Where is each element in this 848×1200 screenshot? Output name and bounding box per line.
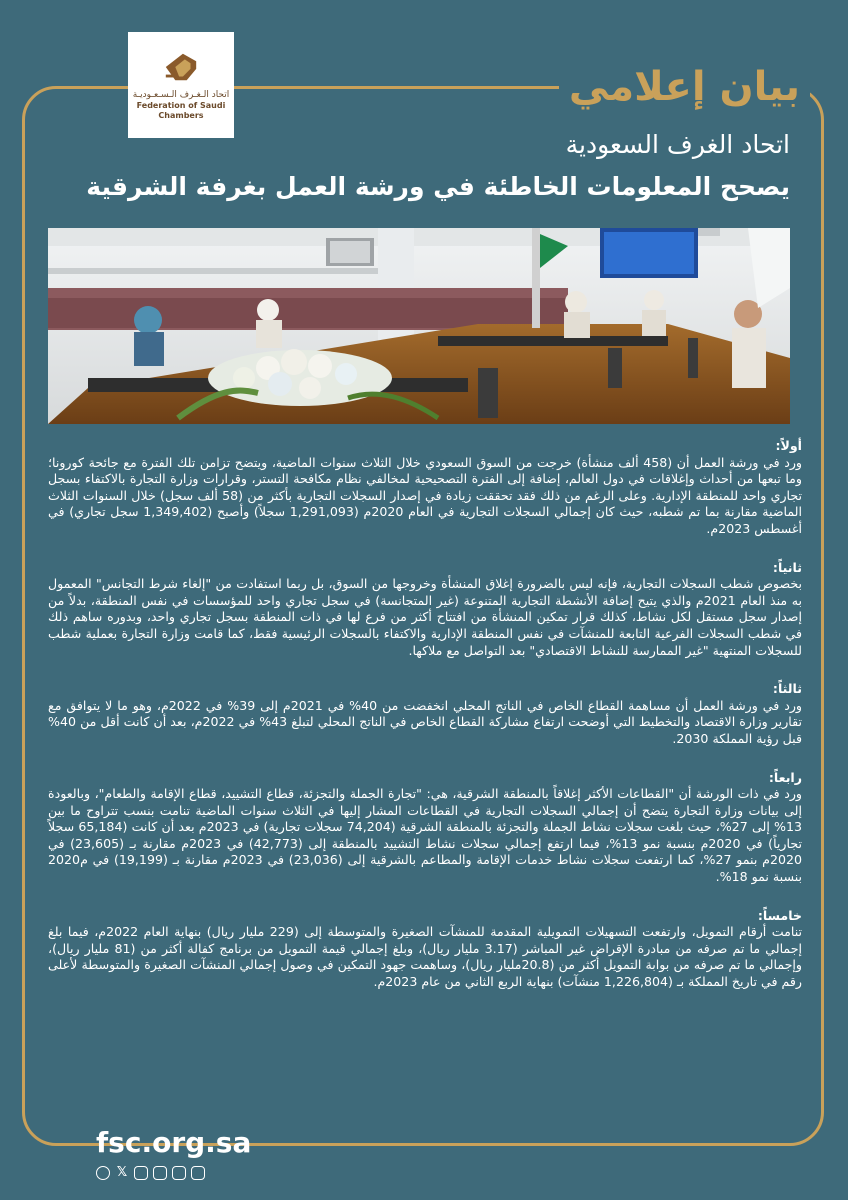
fsc-emblem-icon <box>162 48 200 86</box>
social-icons <box>96 1166 205 1180</box>
section-fifth <box>48 908 802 991</box>
x-icon[interactable]: 𝕏 <box>116 1165 128 1180</box>
section-title: ثالثاً: <box>772 681 802 697</box>
section-third <box>48 681 802 747</box>
section-title: خامساً: <box>757 907 802 923</box>
section-title: رابعاً: <box>768 769 802 785</box>
snapchat-icon[interactable] <box>172 1166 186 1180</box>
section-text: ورد في ورشة العمل أن مساهمة القطاع الخاص في الناتج المحلي انخفضت من 40% في 2021م إلى 39% في 2022م، وهو ما لا يتوافق مع تقارير وزارة الاقتصاد والتخطيط التي أوضحت ارتفاع مشاركة القطاع الخاص في الناتج المحلي لتبلغ 43% في 2022م، بعد أن كانت أقل من 40% قبل رؤية المملكة 2030. <box>48 697 802 746</box>
headline-organization: اتحاد الغرف السعودية <box>565 130 790 159</box>
instagram-icon[interactable] <box>134 1166 148 1180</box>
section-first <box>48 438 802 538</box>
section-title: أولاً: <box>775 438 802 453</box>
statement-body <box>48 438 802 1013</box>
section-text: ورد في ورشة العمل أن (458 ألف منشأة) خرجت من السوق السعودي خلال الثلاث سنوات الماضية، ويتضح تزامن تلك الفترة مع جائحة كورونا؛ وما تبعها من أحداث وإغلاقات في دول العالم، إضافة إلى الفترة التصحيحية لمخالفي نظام مكافحة التستر، وقرارات وزارة التجارة بالاكتفاء بسجل تجاري واحد للمنطقة الإدارية. وعلى الرغم من ذلك فقد تحققت زيادة في إصدار السجلات التجارية بأكثر من (58 ألف سجل) خلال السنوات الثلاث الماضية مقارنة بما تم شطبه، حيث كان إجمالي السجلات التجارية في العام 2020م (1,291,093 سجلاً) وأصبح (1,349,402 سجل تجاري) في أغسطس 2023م. <box>48 454 802 536</box>
logo-english-text: Federation of Saudi Chambers <box>136 101 226 120</box>
section-fourth <box>48 770 802 886</box>
press-release-title: بيان إعلامي <box>559 58 810 116</box>
section-text: تنامت أرقام التمويل، وارتفعت التسهيلات التمويلية المقدمة للمنشآت الصغيرة والمتوسطة إلى (229 مليار ريال) بنهاية العام 2022م، فيما بلغ إجمالي ما تم صرفه من مبادرة الإقراض غير المباشر (3.17 مليار ريال)، وبلغ إجمالي قيمة التمويل من برنامج كفالة أكثر من (81 مليار ريال)، وإجمالي ما تم صرفه من بوابة التمويل أكثر من (20.8مليار ريال)، وساهمت جهود التمكين في وصول إجمالي المنشآت الصغيرة والمتوسطة لأعلى رقم في تاريخ المملكة بـ (1,226,804 منشآت) بنهاية الربع الثاني من عام 2023م. <box>48 924 802 990</box>
section-second <box>48 560 802 660</box>
section-title: ثانياً: <box>772 559 802 575</box>
fsc-logo <box>128 32 234 138</box>
logo-arabic-text: اتحاد الـغـرف الـسـعـوديـة <box>132 90 230 100</box>
linkedin-icon[interactable] <box>191 1166 205 1180</box>
headline-main: يصحح المعلومات الخاطئة في ورشة العمل بغرفة الشرقية <box>86 172 790 201</box>
section-text: ورد في ذات الورشة أن "القطاعات الأكثر إغلاقاً بالمنطقة الشرقية، هي: "تجارة الجملة والتجزئة، قطاع التشييد، قطاع الإقامة والطعام"، وبالعودة إلى بيانات وزارة التجارة يتضح أن إجمالي السجلات التجارية في القطاعات المشار إليها في الثلاث سنوات الماضية تنامت بنسب تتراوح ما بين 13% إلى 27%، حيث بلغت سجلات نشاط الجملة والتجزئة بالمنطقة الشرقية (74,204 سجلات تجارية) في 2023م بعد أن كانت (65,184 سجلاً تجارياً) في 2020م بنسبة نمو 13%، فيما ارتفع إجمالي سجلات نشاط التشييد بالمنطقة إلى (42,773) في 2023م مقارنة بـ (23,605) في 2020م بنمو 27%، كما ارتفعت سجلات نشاط خدمات الإقامة والمطاعم بالشرقية إلى (23,036) في 2023م مقارنة بـ (19,199) في م2020 بنسبة نمو 18%. <box>48 786 803 885</box>
website-link[interactable]: fsc.org.sa <box>96 1126 252 1159</box>
section-text: بخصوص شطب السجلات التجارية، فإنه ليس بالضرورة إغلاق المنشأة وخروجها من السوق، بل ربما استفادت من "إلغاء شرط التجانس" المعمول به منذ العام 2021م والذي يتيح إضافة الأنشطة التجارية المتنوعة (غير المتجانسة) في سجل تجاري واحد للمؤسسات في نفس المنطقة، بدلاً من إصدار سجل مستقل لكل نشاط، كذلك قرار تمكين المنشأة من افتتاح أكثر من فرع لها في ذات المنطقة بسجل تجاري واحد، وبدوره ساهم ذلك في شطب السجلات الفرعية التابعة للمنشآت في نفس المنطقة الإدارية والاكتفاء بالسجلات الرئيسية فقط، كما قامت وزارة التجارة بعملية شطب للسجلات المنتهية "غير الممارسة للنشاط الاقتصادي" بعد التواصل مع ملاكها. <box>48 576 802 658</box>
youtube-icon[interactable] <box>153 1166 167 1180</box>
workshop-photo <box>48 228 790 424</box>
globe-icon[interactable] <box>96 1166 110 1180</box>
